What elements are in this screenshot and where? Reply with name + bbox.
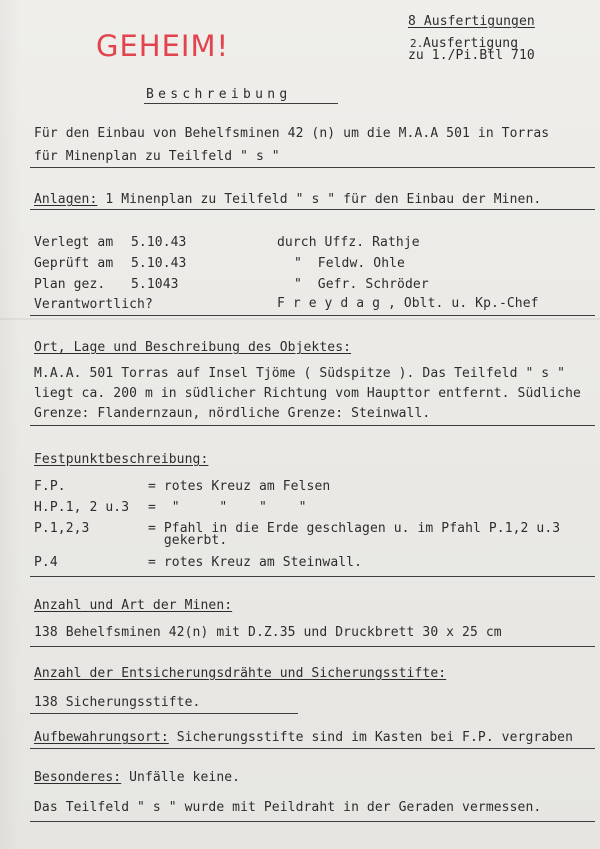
fixpoint-value-continued: gekerbt. bbox=[148, 533, 228, 548]
intro-line-1: Für den Einbau von Behelfsminen 42 (n) um die M.A.A 501 in Torras bbox=[34, 126, 550, 141]
fixpoint-key: P.4 bbox=[34, 555, 58, 570]
attachments-label: Anlagen: bbox=[34, 192, 98, 207]
location-line-3: Grenze: Flandernzaun, nördliche Grenze: Steinwall. bbox=[34, 406, 431, 421]
remarks-line bbox=[34, 770, 240, 785]
responsible-name: F r e y d a g , Oblt. u. Kp.-Chef bbox=[277, 296, 539, 311]
checked-date: 5.10.43 bbox=[131, 256, 187, 271]
section-divider bbox=[30, 821, 595, 822]
storage-text: Sicherungsstifte sind im Kasten bei F.P. vergraben bbox=[168, 730, 574, 745]
checked-by: " Feldw. Ohle bbox=[294, 256, 405, 271]
secret-stamp: GEHEIM! bbox=[96, 29, 230, 63]
fixpoints-heading: Festpunktbeschreibung: bbox=[34, 452, 209, 467]
mines-heading: Anzahl und Art der Minen: bbox=[34, 598, 233, 613]
drawn-by: " Gefr. Schröder bbox=[294, 277, 429, 292]
drawn-label: Plan gez. bbox=[34, 277, 106, 292]
section-divider bbox=[30, 576, 595, 577]
responsible-label: Verantwortlich? bbox=[34, 297, 153, 312]
copy-number-label: Ausfertigung bbox=[423, 36, 519, 51]
laid-label: Verlegt am bbox=[34, 235, 114, 250]
paper-fold bbox=[0, 318, 600, 320]
fixpoint-key: H.P.1, 2 u.3 bbox=[34, 500, 130, 515]
recipient-unit: zu 1./Pi.Btl 710 bbox=[408, 48, 535, 63]
safety-text: 138 Sicherungsstifte. bbox=[34, 695, 201, 710]
laid-by: durch Uffz. Rathje bbox=[277, 235, 420, 250]
section-divider bbox=[30, 425, 595, 426]
copy-number-handwritten: 2. bbox=[410, 37, 424, 50]
fixpoint-key: F.P. bbox=[34, 479, 66, 494]
title-underline bbox=[144, 103, 338, 104]
remarks-label: Besonderes: bbox=[34, 770, 122, 785]
fixpoint-value: = Pfahl in die Erde geschlagen u. im Pfahl P.1,2 u.3 bbox=[148, 521, 561, 536]
intro-line-2: für Minenplan zu Teilfeld " s " bbox=[34, 149, 280, 164]
section-divider bbox=[30, 167, 595, 168]
drawn-date: 5.1043 bbox=[131, 277, 179, 292]
storage-line bbox=[34, 730, 573, 745]
laid-date: 5.10.43 bbox=[131, 235, 187, 250]
safety-heading: Anzahl der Entsicherungsdrähte und Sicherungsstifte: bbox=[34, 666, 447, 681]
fixpoint-key: P.1,2,3 bbox=[34, 521, 90, 536]
location-line-2: liegt ca. 200 m in südlicher Richtung vom Haupttor entfernt. Südliche bbox=[34, 386, 581, 401]
section-divider bbox=[30, 748, 595, 749]
remarks-line-2: Das Teilfeld " s " wurde mit Peildraht in der Geraden vermessen. bbox=[34, 800, 542, 815]
fixpoint-value: = " " " " bbox=[148, 500, 307, 515]
copies-count: 8 Ausfertigungen bbox=[408, 14, 535, 29]
section-divider bbox=[30, 646, 595, 647]
section-divider-short bbox=[30, 713, 298, 714]
section-divider bbox=[30, 315, 595, 316]
section-divider bbox=[30, 209, 595, 210]
checked-label: Geprüft am bbox=[34, 256, 114, 271]
storage-label: Aufbewahrungsort: bbox=[34, 730, 169, 745]
location-line-1: M.A.A. 501 Torras auf Insel Tjöme ( Südspitze ). Das Teilfeld " s " bbox=[34, 366, 566, 381]
remarks-text: Unfälle keine. bbox=[121, 770, 241, 785]
fixpoint-value: = rotes Kreuz am Felsen bbox=[148, 479, 331, 494]
attachments-text: 1 Minenplan zu Teilfeld " s " für den Einbau der Minen. bbox=[97, 192, 542, 207]
fixpoint-value: = rotes Kreuz am Steinwall. bbox=[148, 555, 363, 570]
mines-text: 138 Behelfsminen 42(n) mit D.Z.35 und Druckbrett 30 x 25 cm bbox=[34, 625, 502, 640]
document-title: Beschreibung bbox=[146, 87, 292, 102]
location-heading: Ort, Lage und Beschreibung des Objektes: bbox=[34, 340, 352, 355]
attachments-line bbox=[34, 192, 541, 207]
